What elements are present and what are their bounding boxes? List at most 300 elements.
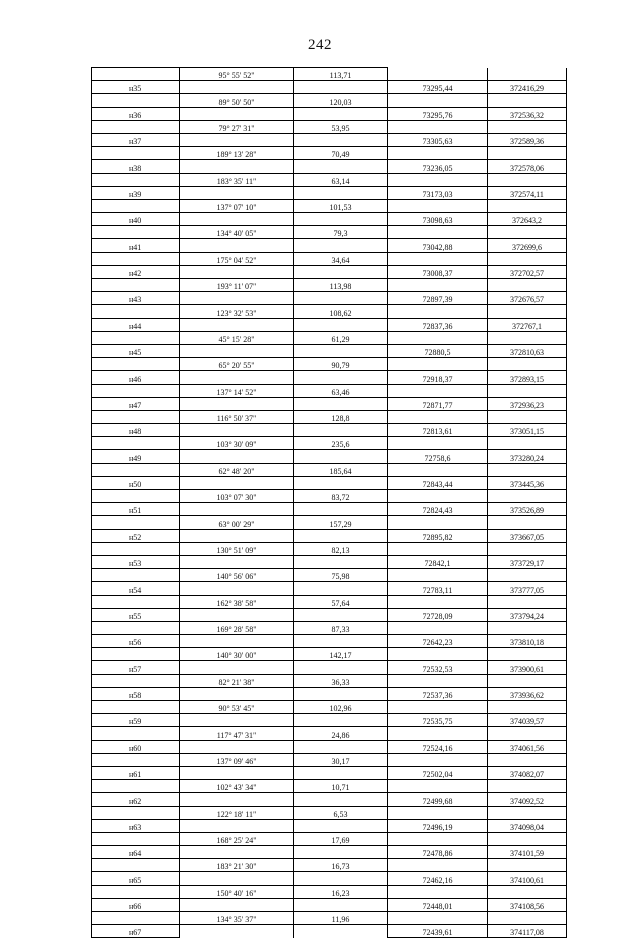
x-coordinate-cell: 72502,04 xyxy=(388,766,488,779)
y-coordinate-cell: 374100,61 xyxy=(488,872,567,885)
point-id-cell xyxy=(92,753,180,766)
distance-cell xyxy=(294,846,388,859)
x-coordinate-cell: 73295,76 xyxy=(388,107,488,120)
y-coordinate-cell: 374039,57 xyxy=(488,714,567,727)
distance-cell xyxy=(294,292,388,305)
distance-cell: 75,98 xyxy=(294,569,388,582)
x-coordinate-cell xyxy=(388,147,488,160)
point-id-cell xyxy=(92,859,180,872)
point-id-cell xyxy=(92,252,180,265)
x-coordinate-cell: 72783,11 xyxy=(388,582,488,595)
point-id-cell: н40 xyxy=(92,213,180,226)
point-row xyxy=(92,450,567,463)
bearing-angle-cell: 90° 53' 45" xyxy=(180,701,294,714)
x-coordinate-cell: 72824,43 xyxy=(388,503,488,516)
distance-cell xyxy=(294,476,388,489)
distance-cell: 82,13 xyxy=(294,542,388,555)
y-coordinate-cell: 372574,11 xyxy=(488,186,567,199)
x-coordinate-cell: 72728,09 xyxy=(388,608,488,621)
y-coordinate-cell: 373526,89 xyxy=(488,503,567,516)
point-row xyxy=(92,186,567,199)
point-id-cell: н35 xyxy=(92,81,180,94)
distance-cell xyxy=(294,555,388,568)
y-coordinate-cell xyxy=(488,437,567,450)
bearing-angle-cell: 45° 15' 28" xyxy=(180,331,294,344)
x-coordinate-cell: 72439,61 xyxy=(388,925,488,938)
bearing-angle-cell: 117° 47' 31" xyxy=(180,727,294,740)
distance-cell xyxy=(294,133,388,146)
point-id-cell: н55 xyxy=(92,608,180,621)
point-id-cell: н61 xyxy=(92,766,180,779)
point-id-cell xyxy=(92,727,180,740)
distance-cell: 10,71 xyxy=(294,780,388,793)
segment-row xyxy=(92,621,567,634)
distance-cell: 90,79 xyxy=(294,358,388,371)
bearing-angle-cell: 168° 25' 24" xyxy=(180,832,294,845)
distance-cell: 142,17 xyxy=(294,648,388,661)
segment-row xyxy=(92,252,567,265)
distance-cell: 157,29 xyxy=(294,516,388,529)
x-coordinate-cell xyxy=(388,542,488,555)
x-coordinate-cell xyxy=(388,305,488,318)
segment-row xyxy=(92,410,567,423)
distance-cell xyxy=(294,582,388,595)
point-row xyxy=(92,555,567,568)
bearing-angle-cell xyxy=(180,872,294,885)
point-id-cell xyxy=(92,94,180,107)
y-coordinate-cell xyxy=(488,780,567,793)
x-coordinate-cell: 72524,16 xyxy=(388,740,488,753)
point-row xyxy=(92,714,567,727)
x-coordinate-cell xyxy=(388,885,488,898)
y-coordinate-cell xyxy=(488,727,567,740)
distance-cell: 57,64 xyxy=(294,595,388,608)
distance-cell: 70,49 xyxy=(294,147,388,160)
y-coordinate-cell xyxy=(488,331,567,344)
bearing-angle-cell xyxy=(180,186,294,199)
segment-row xyxy=(92,832,567,845)
y-coordinate-cell: 373900,61 xyxy=(488,661,567,674)
y-coordinate-cell: 373445,36 xyxy=(488,476,567,489)
bearing-angle-cell: 103° 07' 30" xyxy=(180,490,294,503)
point-id-cell xyxy=(92,806,180,819)
point-id-cell: н54 xyxy=(92,582,180,595)
point-row xyxy=(92,476,567,489)
y-coordinate-cell: 374101,59 xyxy=(488,846,567,859)
bearing-angle-cell: 193° 11' 07" xyxy=(180,279,294,292)
y-coordinate-cell xyxy=(488,832,567,845)
segment-row xyxy=(92,595,567,608)
x-coordinate-cell xyxy=(388,199,488,212)
distance-cell: 102,96 xyxy=(294,701,388,714)
distance-cell xyxy=(294,239,388,252)
distance-cell xyxy=(294,714,388,727)
point-row xyxy=(92,872,567,885)
point-id-cell: н57 xyxy=(92,661,180,674)
bearing-angle-cell xyxy=(180,714,294,727)
x-coordinate-cell xyxy=(388,806,488,819)
x-coordinate-cell: 72813,61 xyxy=(388,424,488,437)
y-coordinate-cell xyxy=(488,885,567,898)
segment-row xyxy=(92,859,567,872)
distance-cell xyxy=(294,503,388,516)
point-id-cell: н48 xyxy=(92,424,180,437)
distance-cell: 101,53 xyxy=(294,199,388,212)
bearing-angle-cell xyxy=(180,292,294,305)
y-coordinate-cell xyxy=(488,621,567,634)
bearing-angle-cell xyxy=(180,450,294,463)
point-id-cell: н41 xyxy=(92,239,180,252)
bearing-angle-cell xyxy=(180,582,294,595)
distance-cell: 16,73 xyxy=(294,859,388,872)
y-coordinate-cell xyxy=(488,806,567,819)
x-coordinate-cell xyxy=(388,912,488,925)
y-coordinate-cell xyxy=(488,595,567,608)
x-coordinate-cell: 72918,37 xyxy=(388,371,488,384)
point-id-cell: н62 xyxy=(92,793,180,806)
point-row xyxy=(92,925,567,938)
bearing-angle-cell xyxy=(180,635,294,648)
y-coordinate-cell xyxy=(488,859,567,872)
bearing-angle-cell xyxy=(180,160,294,173)
distance-cell: 63,46 xyxy=(294,384,388,397)
x-coordinate-cell xyxy=(388,595,488,608)
distance-cell xyxy=(294,661,388,674)
y-coordinate-cell: 372578,06 xyxy=(488,160,567,173)
point-id-cell xyxy=(92,595,180,608)
distance-cell: 11,96 xyxy=(294,912,388,925)
distance-cell: 113,98 xyxy=(294,279,388,292)
point-id-cell: н42 xyxy=(92,265,180,278)
bearing-angle-cell xyxy=(180,397,294,410)
x-coordinate-cell: 72499,68 xyxy=(388,793,488,806)
point-id-cell xyxy=(92,516,180,529)
point-id-cell: н39 xyxy=(92,186,180,199)
segment-row xyxy=(92,463,567,476)
bearing-angle-cell: 89° 50' 50" xyxy=(180,94,294,107)
point-id-cell xyxy=(92,648,180,661)
distance-cell xyxy=(294,397,388,410)
distance-cell xyxy=(294,318,388,331)
y-coordinate-cell: 374061,56 xyxy=(488,740,567,753)
segment-row xyxy=(92,94,567,107)
bearing-angle-cell xyxy=(180,925,294,938)
x-coordinate-cell: 72535,75 xyxy=(388,714,488,727)
x-coordinate-cell: 72462,16 xyxy=(388,872,488,885)
y-coordinate-cell xyxy=(488,120,567,133)
y-coordinate-cell: 374108,56 xyxy=(488,898,567,911)
bearing-angle-cell: 175° 04' 52" xyxy=(180,252,294,265)
y-coordinate-cell: 372536,32 xyxy=(488,107,567,120)
bearing-angle-cell: 123° 32' 53" xyxy=(180,305,294,318)
bearing-angle-cell xyxy=(180,213,294,226)
x-coordinate-cell: 73173,03 xyxy=(388,186,488,199)
x-coordinate-cell xyxy=(388,173,488,186)
x-coordinate-cell xyxy=(388,384,488,397)
y-coordinate-cell: 373810,18 xyxy=(488,635,567,648)
point-row xyxy=(92,318,567,331)
x-coordinate-cell: 72895,82 xyxy=(388,529,488,542)
x-coordinate-cell: 72532,53 xyxy=(388,661,488,674)
segment-row xyxy=(92,384,567,397)
point-id-cell: н46 xyxy=(92,371,180,384)
x-coordinate-cell: 72837,36 xyxy=(388,318,488,331)
segment-row xyxy=(92,490,567,503)
distance-cell xyxy=(294,608,388,621)
bearing-angle-cell: 140° 30' 00" xyxy=(180,648,294,661)
point-id-cell xyxy=(92,674,180,687)
x-coordinate-cell xyxy=(388,621,488,634)
distance-cell: 79,3 xyxy=(294,226,388,239)
segment-row xyxy=(92,226,567,239)
point-row xyxy=(92,424,567,437)
page-number: 242 xyxy=(308,37,332,53)
x-coordinate-cell: 72880,5 xyxy=(388,344,488,357)
y-coordinate-cell xyxy=(488,358,567,371)
point-row xyxy=(92,793,567,806)
point-id-cell: н49 xyxy=(92,450,180,463)
bearing-angle-cell: 102° 43' 34" xyxy=(180,780,294,793)
x-coordinate-cell xyxy=(388,516,488,529)
distance-cell: 83,72 xyxy=(294,490,388,503)
bearing-angle-cell xyxy=(180,476,294,489)
distance-cell: 53,95 xyxy=(294,120,388,133)
distance-cell xyxy=(294,344,388,357)
y-coordinate-cell xyxy=(488,542,567,555)
point-id-cell xyxy=(92,912,180,925)
x-coordinate-cell: 72496,19 xyxy=(388,819,488,832)
segment-row xyxy=(92,516,567,529)
bearing-angle-cell: 79° 27' 31" xyxy=(180,120,294,133)
distance-cell: 185,64 xyxy=(294,463,388,476)
distance-cell xyxy=(294,160,388,173)
distance-cell: 63,14 xyxy=(294,173,388,186)
bearing-angle-cell: 137° 09' 46" xyxy=(180,753,294,766)
y-coordinate-cell xyxy=(488,199,567,212)
x-coordinate-cell xyxy=(388,832,488,845)
point-id-cell xyxy=(92,832,180,845)
segment-row xyxy=(92,68,567,81)
y-coordinate-cell: 372893,15 xyxy=(488,371,567,384)
bearing-angle-cell: 150° 40' 16" xyxy=(180,885,294,898)
bearing-angle-cell xyxy=(180,424,294,437)
bearing-angle-cell: 162° 38' 58" xyxy=(180,595,294,608)
x-coordinate-cell: 73295,44 xyxy=(388,81,488,94)
y-coordinate-cell: 374082,07 xyxy=(488,766,567,779)
distance-cell xyxy=(294,793,388,806)
x-coordinate-cell: 72871,77 xyxy=(388,397,488,410)
x-coordinate-cell xyxy=(388,120,488,133)
bearing-angle-cell: 134° 40' 05" xyxy=(180,226,294,239)
y-coordinate-cell xyxy=(488,252,567,265)
bearing-angle-cell: 183° 21' 30" xyxy=(180,859,294,872)
segment-row xyxy=(92,912,567,925)
x-coordinate-cell: 72842,1 xyxy=(388,555,488,568)
y-coordinate-cell: 372702,57 xyxy=(488,265,567,278)
y-coordinate-cell: 373051,15 xyxy=(488,424,567,437)
bearing-angle-cell xyxy=(180,503,294,516)
point-row xyxy=(92,529,567,542)
point-id-cell xyxy=(92,120,180,133)
x-coordinate-cell xyxy=(388,437,488,450)
point-id-cell: н43 xyxy=(92,292,180,305)
distance-cell xyxy=(294,925,388,938)
y-coordinate-cell: 372810,63 xyxy=(488,344,567,357)
y-coordinate-cell xyxy=(488,674,567,687)
point-id-cell: н60 xyxy=(92,740,180,753)
bearing-angle-cell: 63° 00' 29" xyxy=(180,516,294,529)
bearing-angle-cell: 116° 50' 37" xyxy=(180,410,294,423)
y-coordinate-cell: 372676,57 xyxy=(488,292,567,305)
segment-row xyxy=(92,173,567,186)
bearing-angle-cell: 62° 48' 20" xyxy=(180,463,294,476)
x-coordinate-cell xyxy=(388,648,488,661)
segment-row xyxy=(92,753,567,766)
y-coordinate-cell xyxy=(488,147,567,160)
point-id-cell xyxy=(92,226,180,239)
x-coordinate-cell: 73008,37 xyxy=(388,265,488,278)
x-coordinate-cell xyxy=(388,94,488,107)
x-coordinate-cell xyxy=(388,331,488,344)
distance-cell: 6,53 xyxy=(294,806,388,819)
point-id-cell xyxy=(92,358,180,371)
distance-cell: 120,03 xyxy=(294,94,388,107)
bearing-angle-cell xyxy=(180,846,294,859)
point-row xyxy=(92,819,567,832)
point-row xyxy=(92,239,567,252)
point-id-cell: н37 xyxy=(92,133,180,146)
y-coordinate-cell xyxy=(488,173,567,186)
bearing-angle-cell xyxy=(180,555,294,568)
x-coordinate-cell: 72478,86 xyxy=(388,846,488,859)
point-row xyxy=(92,846,567,859)
y-coordinate-cell xyxy=(488,226,567,239)
distance-cell xyxy=(294,687,388,700)
x-coordinate-cell: 73305,63 xyxy=(388,133,488,146)
point-id-cell xyxy=(92,463,180,476)
distance-cell: 34,64 xyxy=(294,252,388,265)
point-id-cell: н58 xyxy=(92,687,180,700)
x-coordinate-cell: 72448,01 xyxy=(388,898,488,911)
bearing-angle-cell: 122° 18' 11" xyxy=(180,806,294,819)
y-coordinate-cell: 372416,29 xyxy=(488,81,567,94)
segment-row xyxy=(92,674,567,687)
distance-cell: 113,71 xyxy=(294,68,388,81)
point-row xyxy=(92,107,567,120)
bearing-angle-cell: 130° 51' 09" xyxy=(180,542,294,555)
point-row xyxy=(92,265,567,278)
x-coordinate-cell: 73098,63 xyxy=(388,213,488,226)
point-id-cell: н67 xyxy=(92,925,180,938)
distance-cell xyxy=(294,265,388,278)
x-coordinate-cell xyxy=(388,463,488,476)
bearing-angle-cell: 183° 35' 11" xyxy=(180,173,294,186)
y-coordinate-cell xyxy=(488,753,567,766)
point-row xyxy=(92,687,567,700)
x-coordinate-cell xyxy=(388,279,488,292)
distance-cell: 87,33 xyxy=(294,621,388,634)
y-coordinate-cell xyxy=(488,912,567,925)
segment-row xyxy=(92,780,567,793)
bearing-angle-cell: 137° 14' 52" xyxy=(180,384,294,397)
x-coordinate-cell xyxy=(388,490,488,503)
x-coordinate-cell xyxy=(388,701,488,714)
y-coordinate-cell xyxy=(488,701,567,714)
point-id-cell xyxy=(92,331,180,344)
distance-cell: 128,8 xyxy=(294,410,388,423)
y-coordinate-cell: 372699,6 xyxy=(488,239,567,252)
y-coordinate-cell xyxy=(488,410,567,423)
segment-row xyxy=(92,885,567,898)
point-id-cell: н44 xyxy=(92,318,180,331)
point-row xyxy=(92,81,567,94)
y-coordinate-cell xyxy=(488,305,567,318)
segment-row xyxy=(92,701,567,714)
point-id-cell: н65 xyxy=(92,872,180,885)
x-coordinate-cell xyxy=(388,68,488,81)
point-id-cell xyxy=(92,780,180,793)
bearing-angle-cell: 169° 28' 58" xyxy=(180,621,294,634)
point-row xyxy=(92,344,567,357)
point-id-cell xyxy=(92,199,180,212)
point-id-cell: н66 xyxy=(92,898,180,911)
segment-row xyxy=(92,358,567,371)
distance-cell xyxy=(294,186,388,199)
coordinates-table-body xyxy=(92,68,567,938)
point-id-cell: н50 xyxy=(92,476,180,489)
point-row xyxy=(92,397,567,410)
segment-row xyxy=(92,331,567,344)
x-coordinate-cell: 72642,23 xyxy=(388,635,488,648)
bearing-angle-cell: 95° 55' 52" xyxy=(180,68,294,81)
distance-cell xyxy=(294,371,388,384)
distance-cell xyxy=(294,529,388,542)
x-coordinate-cell xyxy=(388,410,488,423)
distance-cell xyxy=(294,819,388,832)
bearing-angle-cell xyxy=(180,740,294,753)
y-coordinate-cell: 374098,04 xyxy=(488,819,567,832)
point-id-cell xyxy=(92,68,180,81)
point-row xyxy=(92,740,567,753)
point-id-cell: н59 xyxy=(92,714,180,727)
point-row xyxy=(92,661,567,674)
x-coordinate-cell: 72897,39 xyxy=(388,292,488,305)
point-id-cell xyxy=(92,701,180,714)
x-coordinate-cell xyxy=(388,780,488,793)
segment-row xyxy=(92,279,567,292)
y-coordinate-cell xyxy=(488,648,567,661)
y-coordinate-cell: 372643,2 xyxy=(488,213,567,226)
distance-cell: 24,86 xyxy=(294,727,388,740)
bearing-angle-cell: 189° 13' 28" xyxy=(180,147,294,160)
distance-cell: 30,17 xyxy=(294,753,388,766)
bearing-angle-cell xyxy=(180,608,294,621)
y-coordinate-cell: 373280,24 xyxy=(488,450,567,463)
distance-cell: 16,23 xyxy=(294,885,388,898)
x-coordinate-cell: 73042,88 xyxy=(388,239,488,252)
bearing-angle-cell xyxy=(180,265,294,278)
point-row xyxy=(92,160,567,173)
segment-row xyxy=(92,569,567,582)
y-coordinate-cell: 373729,17 xyxy=(488,555,567,568)
point-id-cell xyxy=(92,569,180,582)
distance-cell xyxy=(294,740,388,753)
point-id-cell: н45 xyxy=(92,344,180,357)
segment-row xyxy=(92,648,567,661)
segment-row xyxy=(92,120,567,133)
bearing-angle-cell: 134° 35' 37" xyxy=(180,912,294,925)
point-id-cell: н64 xyxy=(92,846,180,859)
